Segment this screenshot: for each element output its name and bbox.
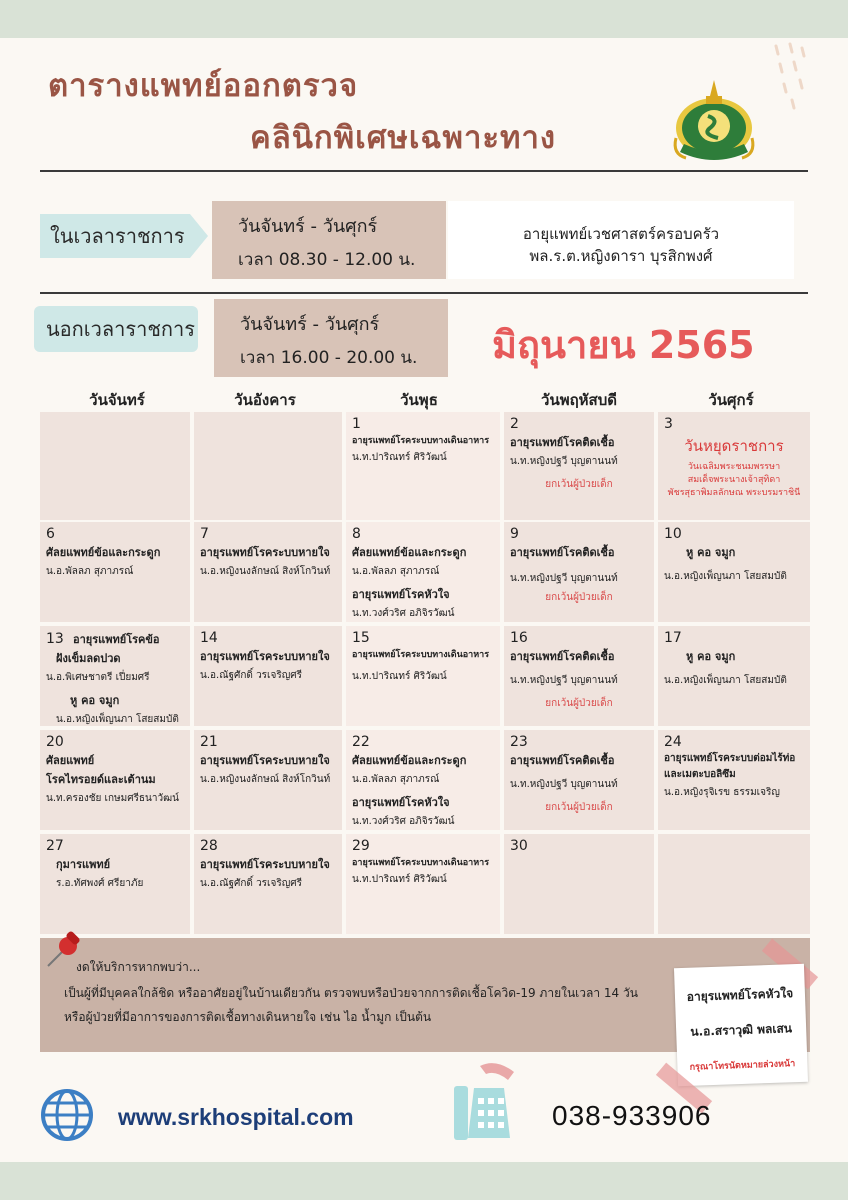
calendar-cell [40, 522, 190, 622]
day-number: 16 [510, 630, 528, 646]
doctor: น.อ.ณัฐศักดิ์ วรเจริญศรี [200, 670, 302, 681]
calendar-cell [658, 626, 810, 726]
day-number: 15 [352, 630, 370, 646]
day-number: 3 [664, 416, 673, 432]
calendar-cell [346, 834, 500, 934]
calendar-cell [658, 730, 810, 830]
note-card [674, 964, 808, 1086]
calendar-cell-empty [40, 412, 190, 520]
decorative-dashes [770, 40, 810, 120]
calendar-cell-empty [658, 834, 810, 934]
day-number: 24 [664, 734, 682, 750]
specialty: อายุรแพทย์โรคระบบทางเดินอาหาร [352, 650, 490, 660]
doctor: น.ท.ครองชัย เกษมศรีธนาวัฒน์ [46, 793, 179, 804]
day-number: 14 [200, 630, 218, 646]
doctor: น.ท.ปาริณทร์ ศิริวัฒน์ [352, 874, 447, 885]
hospital-emblem-icon [666, 78, 762, 164]
note: ยกเว้นผู้ป่วยเด็ก [545, 592, 613, 603]
doctor: น.อ.หญิงรุจิเรข ธรรมเจริญ [664, 787, 780, 798]
calendar-cell [504, 522, 654, 622]
specialty: อายุรแพทย์โรคติดเชื้อ [510, 436, 615, 449]
specialty: อายุรแพทย์โรคติดเชื้อ [510, 546, 615, 559]
after-hours-days: วันจันทร์ - วันศุกร์ [240, 314, 380, 335]
specialty: หู คอ จมูก [686, 546, 736, 559]
specialty: อายุรแพทย์โรคติดเชื้อ [510, 754, 615, 767]
card-doctor: น.อ.สราวุฒิ พลเสน [690, 1021, 793, 1039]
notice-heading: งดให้บริการหากพบว่า... [76, 960, 201, 974]
day-number: 28 [200, 838, 218, 854]
calendar-cell [504, 412, 654, 520]
weekday-wednesday: วันพุธ [400, 391, 438, 409]
calendar-cell [194, 522, 342, 622]
weekday-friday: วันศุกร์ [708, 391, 754, 409]
doctor: น.ท.วงศ์วริศ อภิจิรวัฒน์ [352, 816, 455, 827]
specialty: อายุรแพทย์โรคระบบหายใจ [200, 858, 330, 871]
specialty: อายุรแพทย์โรคระบบทางเดินอาหาร [352, 858, 490, 868]
holiday-note: วันเฉลิมพระชนมพรรษา [687, 462, 781, 472]
weekday-tuesday: วันอังคาร [234, 391, 296, 409]
office-hours-tag: ในเวลาราชการ [40, 214, 190, 258]
calendar-cell [346, 730, 500, 830]
doctor: น.อ.หญิงเพ็ญนภา โสยสมบัติ [664, 675, 787, 686]
after-hours-time: เวลา 16.00 - 20.00 น. [240, 348, 418, 368]
doctor: น.ท.หญิงปฐวี บุญตานนท์ [510, 675, 618, 686]
calendar-cell [346, 412, 500, 520]
after-hours-timebox [214, 299, 448, 377]
specialty: อายุรแพทย์โรคข้อ [73, 633, 160, 646]
specialty: อายุรแพทย์โรคระบบทางเดินอาหาร [352, 436, 490, 446]
calendar-cell [346, 522, 500, 622]
day-number: 10 [664, 526, 682, 542]
day-number: 21 [200, 734, 218, 750]
specialty: ศัลยแพทย์ข้อและกระดูก [46, 546, 161, 559]
calendar-cell [194, 834, 342, 934]
office-hours-specialty: อายุแพทย์เวชศาสตร์ครอบครัว [522, 225, 720, 243]
specialty: อายุรแพทย์โรคติดเชื้อ [510, 650, 615, 663]
divider [40, 170, 808, 172]
day-number: 1 [352, 416, 361, 432]
office-hours-time: เวลา 08.30 - 12.00 น. [238, 250, 416, 270]
specialty: อายุรแพทย์โรคหัวใจ [352, 796, 450, 809]
day-number: 23 [510, 734, 528, 750]
calendar-cell [40, 626, 190, 726]
phone-number[interactable]: 038-933906 [552, 1100, 712, 1131]
holiday-note: พัชรสุธาพิมลลักษณ พระบรมราชินี [667, 488, 801, 498]
page-title-line2: คลินิกพิเศษเฉพาะทาง [250, 120, 557, 156]
doctor: น.อ.ณัฐศักดิ์ วรเจริญศรี [200, 878, 302, 889]
doctor: น.ท.ปาริณทร์ ศิริวัฒน์ [352, 671, 447, 682]
card-note: กรุณาโทรนัดหมายล่วงหน้า [689, 1059, 796, 1073]
calendar-cell [194, 626, 342, 726]
doctor: น.ท.หญิงปฐวี บุญตานนท์ [510, 779, 618, 790]
doctor: น.อ.หญิงเพ็ญนภา โสยสมบัติ [664, 571, 787, 582]
specialty: หู คอ จมูก [70, 694, 120, 707]
note: ยกเว้นผู้ป่วยเด็ก [545, 479, 613, 490]
day-number: 6 [46, 526, 55, 542]
doctor: น.อ.หญิงนงลักษณ์ สิงห์โกวินท์ [200, 566, 331, 577]
specialty: กุมารแพทย์ [56, 858, 111, 871]
day-number: 29 [352, 838, 370, 854]
after-hours-tag: นอกเวลาราชการ [34, 306, 198, 352]
month-label: มิถุนายน 2565 [492, 323, 755, 367]
specialty: อายุรแพทย์โรคหัวใจ [352, 588, 450, 601]
doctor: น.ท.วงศ์วริศ อภิจิรวัฒน์ [352, 608, 455, 619]
card-specialty: อายุรแพทย์โรคหัวใจ [686, 986, 794, 1004]
calendar-cell [40, 730, 190, 830]
doctor: น.อ.พัลลภ สุภาภรณ์ [352, 774, 440, 785]
doctor: น.ท.ปาริณทร์ ศิริวัฒน์ [352, 452, 447, 463]
specialty: อายุรแพทย์โรคระบบหายใจ [200, 650, 330, 663]
weekday-monday: วันจันทร์ [89, 391, 145, 409]
day-number: 22 [352, 734, 370, 750]
specialty: อายุรแพทย์โรคระบบหายใจ [200, 546, 330, 559]
day-number: 17 [664, 630, 682, 646]
divider [40, 292, 808, 294]
calendar-cell-holiday [658, 412, 810, 520]
specialty: ฝังเข็มลดปวด [56, 652, 121, 665]
calendar-cell [504, 626, 654, 726]
calendar-cell [346, 626, 500, 726]
globe-icon [40, 1088, 94, 1142]
specialty: ศัลยแพทย์ข้อและกระดูก [352, 754, 467, 767]
doctor: น.อ.พิเศษชาตรี เปี่ยมศรี [46, 672, 150, 683]
specialty: และเมตะบอลิซึม [664, 769, 736, 780]
holiday-note: สมเด็จพระนางเจ้าสุทิดา [687, 475, 781, 485]
day-number: 13 [46, 631, 64, 647]
calendar-cell-empty [194, 412, 342, 520]
doctor: น.อ.หญิงนงลักษณ์ สิงห์โกวินท์ [200, 774, 331, 785]
specialty: โรคไทรอยด์และเต้านม [46, 773, 156, 786]
calendar-cell [504, 730, 654, 830]
calendar-cell [40, 834, 190, 934]
calendar-cell [504, 834, 654, 934]
specialty: ศัลยแพทย์ข้อและกระดูก [352, 546, 467, 559]
office-hours-timebox [212, 201, 446, 279]
doctor: น.อ.พัลลภ สุภาภรณ์ [46, 566, 134, 577]
notice-line1: เป็นผู้ที่มีบุคคลใกล้ชิด หรืออาศัยอยู่ในบ้านเดียวกัน ตรวจพบหรือป่วยจากการติดเชื้อโควิด-19 ภายในเวลา 14 วัน [64, 986, 638, 1000]
specialty: หู คอ จมูก [686, 650, 736, 663]
day-number: 8 [352, 526, 361, 542]
doctor: น.อ.หญิงเพ็ญนภา โสยสมบัติ [56, 714, 179, 725]
day-number: 30 [510, 838, 528, 854]
office-hours-days: วันจันทร์ - วันศุกร์ [238, 216, 378, 237]
calendar-cell [658, 522, 810, 622]
day-number: 2 [510, 416, 519, 432]
specialty: ศัลยแพทย์ [46, 754, 95, 767]
day-number: 9 [510, 526, 519, 542]
specialty: อายุรแพทย์โรคระบบต่อมไร้ท่อ [664, 753, 796, 764]
calendar-cell [194, 730, 342, 830]
pushpin-icon [42, 928, 86, 972]
weekday-thursday: วันพฤหัสบดี [541, 391, 617, 409]
day-number: 27 [46, 838, 64, 854]
note: ยกเว้นผู้ป่วยเด็ก [545, 802, 613, 813]
website-link[interactable]: www.srkhospital.com [118, 1104, 354, 1130]
holiday-label: วันหยุดราชการ [684, 437, 784, 455]
note: ยกเว้นผู้ป่วยเด็ก [545, 698, 613, 709]
notice-line2: หรือผู้ป่วยที่มีอาการของการติดเชื้อทางเดินหายใจ เช่น ไอ น้ำมูก เป็นต้น [64, 1010, 432, 1024]
office-hours-doctor: พล.ร.ต.หญิงดารา บุรสิกพงศ์ [529, 247, 713, 265]
page-title-line1: ตารางแพทย์ออกตรวจ [48, 68, 359, 104]
day-number: 20 [46, 734, 64, 750]
office-hours-doctor-box [448, 201, 794, 279]
doctor: ร.อ.ทัศพงศ์ ศรียาภัย [56, 878, 144, 889]
doctor: น.อ.พัลลภ สุภาภรณ์ [352, 566, 440, 577]
telephone-icon [444, 1058, 524, 1148]
doctor: น.ท.หญิงปฐวี บุญตานนท์ [510, 573, 618, 584]
day-number: 7 [200, 526, 209, 542]
specialty: อายุรแพทย์โรคระบบหายใจ [200, 754, 330, 767]
doctor: น.ท.หญิงปฐวี บุญตานนท์ [510, 456, 618, 467]
